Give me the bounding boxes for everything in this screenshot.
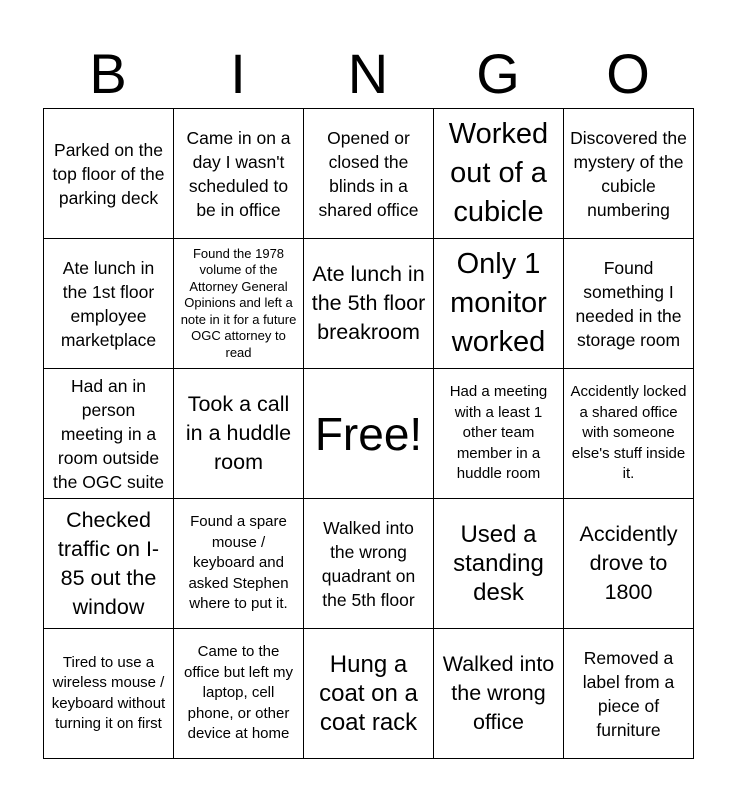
bingo-board — [43, 108, 694, 759]
bingo-cell-text: Worked out of a cubicle — [448, 118, 549, 228]
bingo-cell-text: Found a spare mouse / keyboard and asked Stephen where to put it. — [188, 513, 289, 613]
bingo-cell[interactable] — [304, 109, 434, 239]
bingo-cell-text: Only 1 monitor worked — [450, 248, 547, 358]
bingo-cell[interactable] — [174, 499, 304, 629]
free-space-cell[interactable] — [304, 369, 434, 499]
bingo-cell[interactable] — [304, 629, 434, 759]
header-letter-o: O — [606, 42, 650, 105]
bingo-cell[interactable] — [44, 629, 174, 759]
bingo-cell[interactable] — [434, 109, 564, 239]
bingo-cell[interactable] — [434, 499, 564, 629]
bingo-cell[interactable] — [434, 239, 564, 369]
bingo-cell[interactable] — [564, 629, 694, 759]
bingo-cell-text: Accidently drove to 1800 — [579, 522, 678, 604]
bingo-cell[interactable] — [564, 109, 694, 239]
bingo-cell-text: Walked into the wrong office — [442, 652, 555, 734]
bingo-cell-text: Took a call in a huddle room — [185, 392, 292, 474]
bingo-cell[interactable] — [304, 239, 434, 369]
bingo-cell-text: Walked into the wrong quadrant on the 5th floor — [321, 517, 416, 610]
header-letter-i: I — [230, 42, 246, 105]
bingo-cell-text: Found something I needed in the storage room — [575, 257, 682, 350]
header-letter-b: B — [89, 42, 127, 105]
bingo-cell-text: Came in on a day I wasn't scheduled to be in office — [186, 127, 291, 220]
bingo-cell-text: Accidently locked a shared office with someone else's stuff inside it. — [570, 383, 687, 483]
bingo-cell[interactable] — [564, 239, 694, 369]
bingo-cell-text: Had a meeting with a least 1 other team member in a huddle room — [449, 383, 548, 483]
bingo-cell-text: Had an in person meeting in a room outside the OGC suite — [53, 375, 164, 492]
bingo-header — [43, 40, 693, 108]
bingo-cell[interactable] — [44, 239, 174, 369]
bingo-cell-text: Checked traffic on I-85 out the window — [57, 507, 160, 619]
bingo-cell-text: Parked on the top floor of the parking deck — [52, 139, 165, 208]
bingo-cell-text: Discovered the mystery of the cubicle numbering — [570, 127, 687, 220]
bingo-cell[interactable] — [304, 499, 434, 629]
free-space-text: Free! — [314, 407, 423, 460]
bingo-cell-text: Hung a coat on a coat rack — [319, 651, 418, 736]
bingo-cell-text: Tired to use a wireless mouse / keyboard without turning it on first — [51, 653, 166, 732]
bingo-cell-text: Ate lunch in the 5th floor breakroom — [311, 262, 426, 344]
bingo-cell-text: Used a standing desk — [453, 521, 544, 606]
bingo-cell[interactable] — [174, 629, 304, 759]
bingo-cell-text: Ate lunch in the 1st floor employee marketplace — [60, 257, 157, 350]
header-letter-g: G — [476, 42, 520, 105]
header-letter-n: N — [347, 42, 389, 105]
bingo-cell[interactable] — [174, 369, 304, 499]
bingo-cell[interactable] — [174, 239, 304, 369]
bingo-cell[interactable] — [174, 109, 304, 239]
bingo-cell[interactable] — [44, 499, 174, 629]
bingo-cell-text: Found the 1978 volume of the Attorney General Opinions and left a note in it for a future OGC attorney to read — [180, 245, 297, 360]
bingo-cell-text: Opened or closed the blinds in a shared office — [318, 127, 419, 220]
bingo-cell[interactable] — [44, 369, 174, 499]
bingo-cell[interactable] — [434, 629, 564, 759]
bingo-cell[interactable] — [44, 109, 174, 239]
bingo-cell[interactable] — [434, 369, 564, 499]
bingo-cell[interactable] — [564, 369, 694, 499]
bingo-cell-text: Removed a label from a piece of furniture — [582, 647, 675, 740]
bingo-cell-text: Came to the office but left my laptop, cell phone, or other device at home — [184, 643, 293, 743]
bingo-cell[interactable] — [564, 499, 694, 629]
